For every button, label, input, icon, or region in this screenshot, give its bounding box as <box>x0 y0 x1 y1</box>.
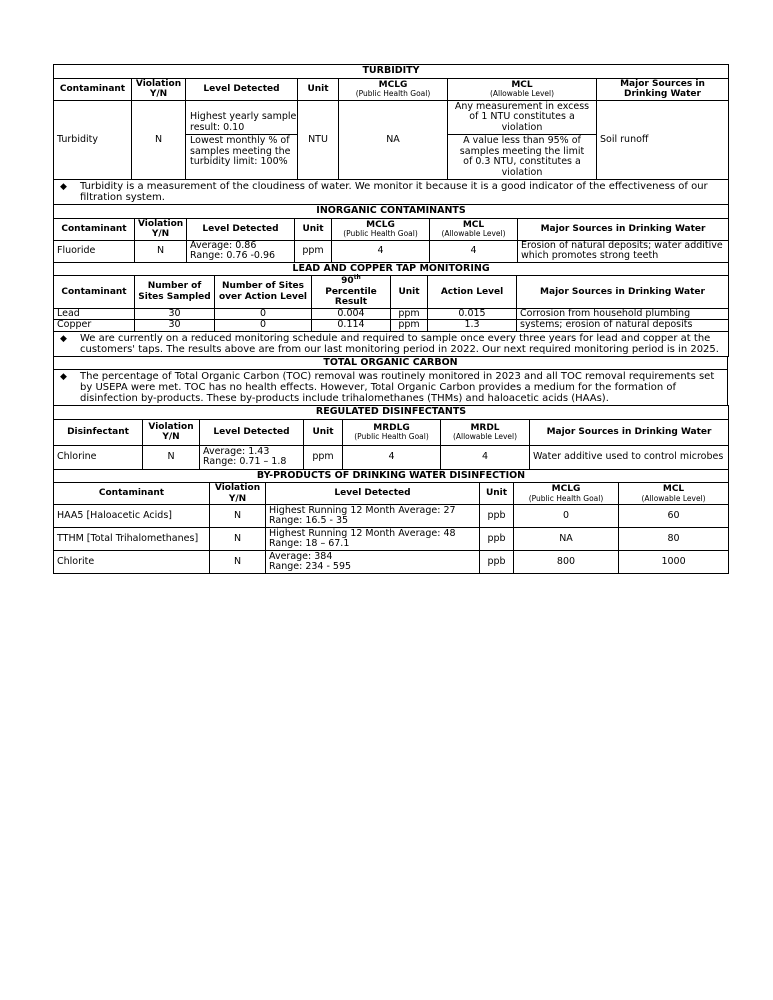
cell-level <box>186 100 298 180</box>
cell-violation: N <box>143 445 200 469</box>
mclg-label: MCLG <box>378 79 408 90</box>
mclg-label: MCLG <box>551 484 581 495</box>
cell-action: 1.3 <box>428 320 517 332</box>
cell-mcl: 4 <box>430 240 518 262</box>
cell-result: 0.004 <box>312 308 391 320</box>
turbidity-table <box>53 64 729 205</box>
inorganic-title: INORGANIC CONTAMINANTS <box>54 205 729 219</box>
level-range: Range: 0.76 -0.96 <box>190 250 276 261</box>
cell-unit: ppm <box>391 308 428 320</box>
water-quality-report <box>53 64 728 574</box>
cell-violation: N <box>210 528 266 551</box>
cell-mclg: 0 <box>514 505 619 528</box>
lead-copper-note <box>54 331 729 356</box>
mrdl-sub: (Allowable Level) <box>452 432 518 442</box>
mcl-sub: (Allowable Level) <box>489 89 555 99</box>
cell-mrdlg: 4 <box>343 445 441 469</box>
col-violation: Violation Y/N <box>210 483 266 505</box>
lead-copper-table <box>53 262 729 357</box>
cell-sources: Erosion of natural deposits; water additive which promotes strong teeth <box>518 240 729 262</box>
byproducts-title: BY-PRODUCTS OF DRINKING WATER DISINFECTION <box>54 469 729 483</box>
bullet-icon: ◆ <box>60 333 67 344</box>
col-unit: Unit <box>480 483 514 505</box>
cell-sites: 30 <box>135 320 215 332</box>
cell-sources: Water additive used to control microbes <box>530 445 729 469</box>
col-sites: Number of Sites Sampled <box>135 276 215 309</box>
cell-action: 0.015 <box>428 308 517 320</box>
col-mcl <box>448 78 597 100</box>
col-sources: Major Sources in Drinking Water <box>530 419 729 445</box>
cell-disinfectant: Chlorine <box>54 445 143 469</box>
turbidity-title: TURBIDITY <box>54 65 729 79</box>
cell-contaminant: TTHM [Total Trihalomethanes] <box>54 528 210 551</box>
col-violation: Violation Y/N <box>143 419 200 445</box>
cell-mrdl: 4 <box>441 445 530 469</box>
mrdlg-label: MRDLG <box>373 422 410 433</box>
level-range: Range: 18 – 67.1 <box>269 538 350 549</box>
col-unit: Unit <box>298 78 339 100</box>
byproducts-table <box>53 469 729 575</box>
cell-mcl: 60 <box>619 505 729 528</box>
level-lowest: Lowest monthly % of samples meeting the turbidity limit: 100% <box>186 134 297 169</box>
cell-sources: systems; erosion of natural deposits <box>517 320 729 332</box>
cell-violation: N <box>210 551 266 574</box>
note-text: Turbidity is a measurement of the cloudiness of water. We monitor it because it is a good indicator of the effectiveness of our filtration system. <box>80 181 708 203</box>
cell-unit: ppm <box>391 320 428 332</box>
cell-unit: ppb <box>480 528 514 551</box>
level-range: Range: 234 - 595 <box>269 561 352 572</box>
cell-unit: ppb <box>480 505 514 528</box>
mcl-rule-2: A value less than 95% of samples meeting the limit of 0.3 NTU, constitutes a violation <box>448 134 596 179</box>
cell-level <box>266 551 480 574</box>
cell-level <box>266 505 480 528</box>
col-mrdlg <box>343 419 441 445</box>
cell-sources: Corrosion from household plumbing <box>517 308 729 320</box>
col-violation: Violation Y/N <box>135 218 187 240</box>
toc-note <box>54 370 728 406</box>
cell-unit: NTU <box>298 100 339 180</box>
col-percentile <box>312 276 391 309</box>
mcl-sub: (Allowable Level) <box>441 229 506 239</box>
toc-title: TOTAL ORGANIC CARBON <box>54 356 728 370</box>
col-contaminant: Contaminant <box>54 483 210 505</box>
mcl-rule-1: Any measurement in excess of 1 NTU constitutes a violation <box>454 100 590 133</box>
cell-violation: N <box>135 240 187 262</box>
col-sources: Major Sources in Drinking Water <box>517 276 729 309</box>
cell-level <box>187 240 295 262</box>
disinfectants-title: REGULATED DISINFECTANTS <box>54 406 729 420</box>
level-average: Highest Running 12 Month Average: 48 <box>269 527 456 539</box>
mclg-label: MCLG <box>366 219 395 230</box>
toc-table <box>53 356 728 407</box>
cell-violation: N <box>210 505 266 528</box>
col-mclg <box>332 218 430 240</box>
cell-result: 0.114 <box>312 320 391 332</box>
cell-contaminant: Turbidity <box>54 100 132 180</box>
mcl-label: MCL <box>511 79 533 90</box>
col-contaminant: Contaminant <box>54 276 135 309</box>
level-average: Average: 0.86 <box>190 239 257 251</box>
cell-contaminant: Chlorite <box>54 551 210 574</box>
col-contaminant: Contaminant <box>54 78 132 100</box>
cell-sites: 30 <box>135 308 215 320</box>
disinfectants-table <box>53 405 729 470</box>
turbidity-note <box>54 180 729 205</box>
col-level: Level Detected <box>266 483 480 505</box>
col-mrdl <box>441 419 530 445</box>
cell-mcl: 1000 <box>619 551 729 574</box>
pct-suffix: th <box>353 274 361 281</box>
cell-level <box>266 528 480 551</box>
col-sources: Major Sources in Drinking Water <box>597 78 729 100</box>
table-row <box>54 320 729 332</box>
col-unit: Unit <box>304 419 343 445</box>
col-disinfectant: Disinfectant <box>54 419 143 445</box>
col-over-action: Number of Sites over Action Level <box>215 276 312 309</box>
level-average: Average: 384 <box>269 550 333 562</box>
mrdl-label: MRDL <box>470 422 500 433</box>
col-level: Level Detected <box>200 419 304 445</box>
col-mcl <box>619 483 729 505</box>
mcl-label: MCL <box>662 484 685 495</box>
cell-contaminant: Lead <box>54 308 135 320</box>
pct-label: Percentile Result <box>325 286 377 307</box>
cell-mclg: NA <box>339 100 448 180</box>
cell-mcl <box>448 100 597 180</box>
col-contaminant: Contaminant <box>54 218 135 240</box>
cell-unit: ppm <box>295 240 332 262</box>
cell-sources: Soil runoff <box>597 100 729 180</box>
cell-mclg: NA <box>514 528 619 551</box>
cell-contaminant: HAA5 [Haloacetic Acids] <box>54 505 210 528</box>
cell-level <box>200 445 304 469</box>
col-sources: Major Sources in Drinking Water <box>518 218 729 240</box>
col-mcl <box>430 218 518 240</box>
level-range: Range: 0.71 – 1.8 <box>203 456 287 467</box>
cell-unit: ppm <box>304 445 343 469</box>
cell-over: 0 <box>215 308 312 320</box>
level-highest: Highest yearly sample result: 0.10 <box>190 111 297 133</box>
cell-contaminant: Copper <box>54 320 135 332</box>
lead-copper-title: LEAD AND COPPER TAP MONITORING <box>54 262 729 276</box>
table-row <box>54 445 729 469</box>
table-row <box>54 100 729 180</box>
col-mclg <box>514 483 619 505</box>
col-mclg <box>339 78 448 100</box>
level-range: Range: 16.5 - 35 <box>269 515 349 526</box>
level-average: Average: 1.43 <box>203 445 270 457</box>
cell-violation: N <box>132 100 186 180</box>
col-violation: Violation Y/N <box>132 78 186 100</box>
mrdlg-sub: (Public Health Goal) <box>354 432 429 442</box>
col-unit: Unit <box>295 218 332 240</box>
mclg-sub: (Public Health Goal) <box>343 229 418 239</box>
cell-over: 0 <box>215 320 312 332</box>
col-action-level: Action Level <box>428 276 517 309</box>
table-row <box>54 240 729 262</box>
col-unit: Unit <box>391 276 428 309</box>
col-level: Level Detected <box>187 218 295 240</box>
bullet-icon: ◆ <box>60 372 67 382</box>
note-text: The percentage of Total Organic Carbon (TOC) removal was routinely monitored in 2023 and all TOC removal requirements set by USEPA were met. TOC has no health effects. However, Total Organic Carbon provides a medium for the formation of disinfection by-products. These by-products include trihalomethanes (THMs) and haloacetic acids (HAAs). <box>80 371 715 404</box>
note-text: We are currently on a reduced monitoring schedule and required to sample once every three years for lead and copper at the customers' taps. The results above are from our last monitoring period in 2022. Our next required monitoring period is in 2025. <box>80 332 719 355</box>
cell-unit: ppb <box>480 551 514 574</box>
table-row <box>54 505 729 528</box>
mcl-sub: (Allowable Level) <box>641 493 706 503</box>
table-row <box>54 308 729 320</box>
cell-mclg: 4 <box>332 240 430 262</box>
cell-contaminant: Fluoride <box>54 240 135 262</box>
mclg-sub: (Public Health Goal) <box>528 493 604 503</box>
pct-number: 90 <box>341 276 354 286</box>
col-level: Level Detected <box>186 78 298 100</box>
table-row <box>54 528 729 551</box>
mcl-label: MCL <box>462 219 485 230</box>
level-average: Highest Running 12 Month Average: 27 <box>269 504 456 516</box>
bullet-icon: ◆ <box>60 182 67 192</box>
inorganic-table <box>53 204 729 263</box>
table-row <box>54 551 729 574</box>
cell-mcl: 80 <box>619 528 729 551</box>
cell-mclg: 800 <box>514 551 619 574</box>
mclg-sub: (Public Health Goal) <box>355 89 431 99</box>
